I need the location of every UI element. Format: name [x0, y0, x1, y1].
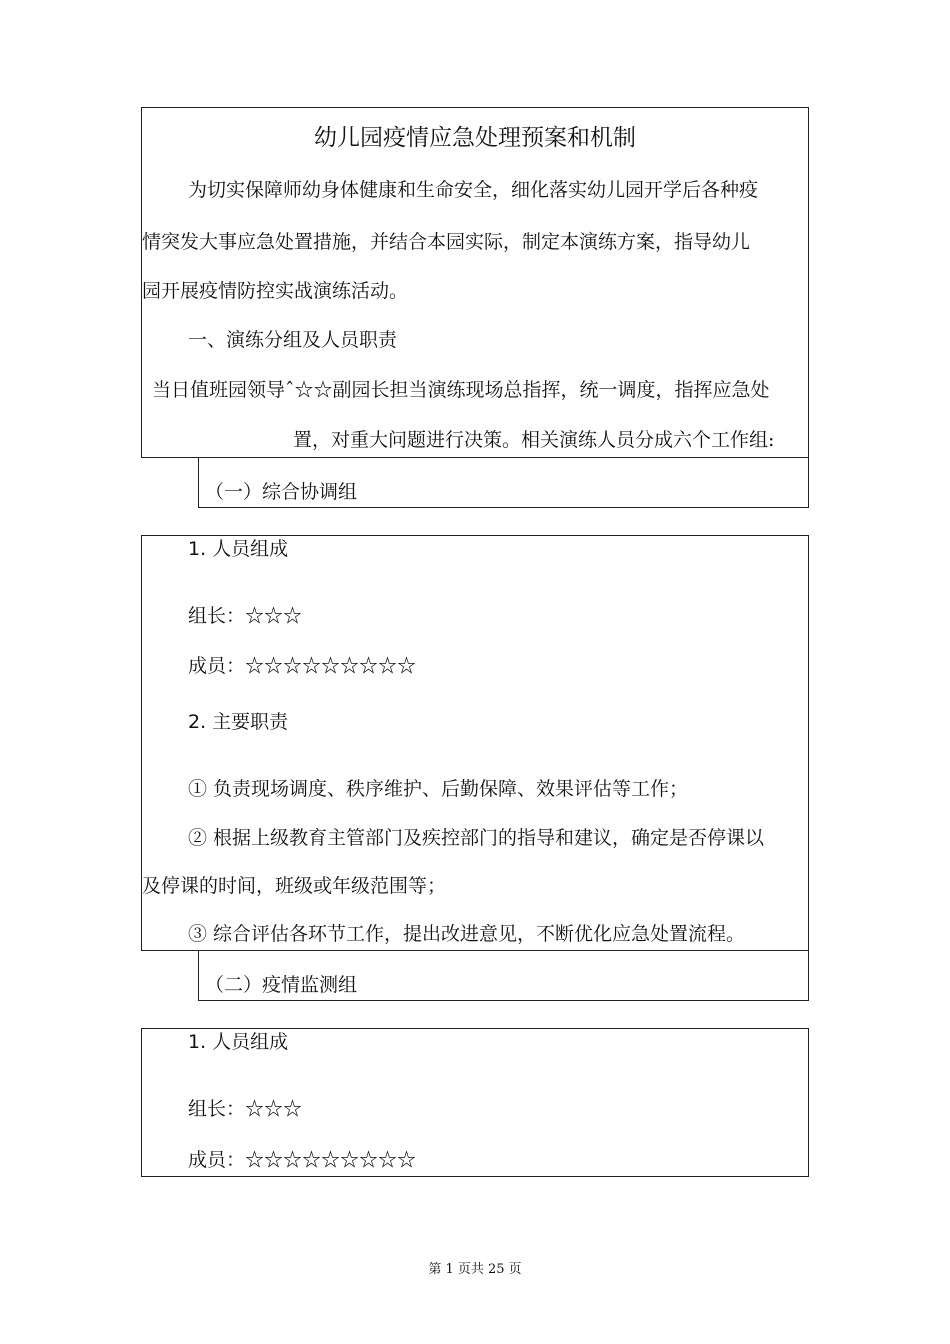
section1-heading: 一、演练分组及人员职责 — [188, 329, 398, 351]
group2-leader-line: 组长：☆☆☆ — [188, 1098, 303, 1120]
group2-members-heading: 1. 人员组成 — [188, 1031, 289, 1053]
group1-heading: （一）综合协调组 — [205, 481, 358, 503]
intro-line-3: 园开展疫情防控实战演练活动。 — [142, 280, 409, 302]
group2-members-line: 成员：☆☆☆☆☆☆☆☆☆ — [188, 1149, 417, 1171]
group1-duty-2-line-1: ② 根据上级教育主管部门及疾控部门的指导和建议，确定是否停课以 — [188, 827, 765, 849]
group1-duty-1: ① 负责现场调度、秩序维护、后勤保障、效果评估等工作； — [188, 778, 689, 800]
group1-duties-heading: 2. 主要职责 — [188, 711, 289, 733]
leader-line-2: 置，对重大问题进行决策。相关演练人员分成六个工作组: — [293, 429, 775, 451]
page-footer: 第 1 页共 25 页 — [428, 1262, 522, 1277]
leader-line-1: 当日值班园领导ˆ☆☆副园长担当演练现场总指挥，统一调度，指挥应急处 — [152, 379, 770, 401]
group1-duty-2-line-2: 及停课的时间，班级或年级范围等； — [142, 875, 447, 897]
intro-line-1: 为切实保障师幼身体健康和生命安全，细化落实幼儿园开学后各种疫 — [188, 179, 759, 201]
group1-leader-line: 组长：☆☆☆ — [188, 605, 303, 627]
group1-members-heading: 1. 人员组成 — [188, 538, 289, 560]
page-title: 幼儿园疫情应急处理预案和机制 — [314, 125, 636, 151]
intro-line-2: 情突发大事应急处置措施，并结合本园实际，制定本演练方案，指导幼儿 — [142, 231, 751, 253]
group2-heading: （二）疫情监测组 — [205, 974, 358, 996]
group1-duty-3: ③ 综合评估各环节工作，提出改进意见，不断优化应急处置流程。 — [188, 923, 746, 945]
group1-members-line: 成员：☆☆☆☆☆☆☆☆☆ — [188, 655, 417, 677]
